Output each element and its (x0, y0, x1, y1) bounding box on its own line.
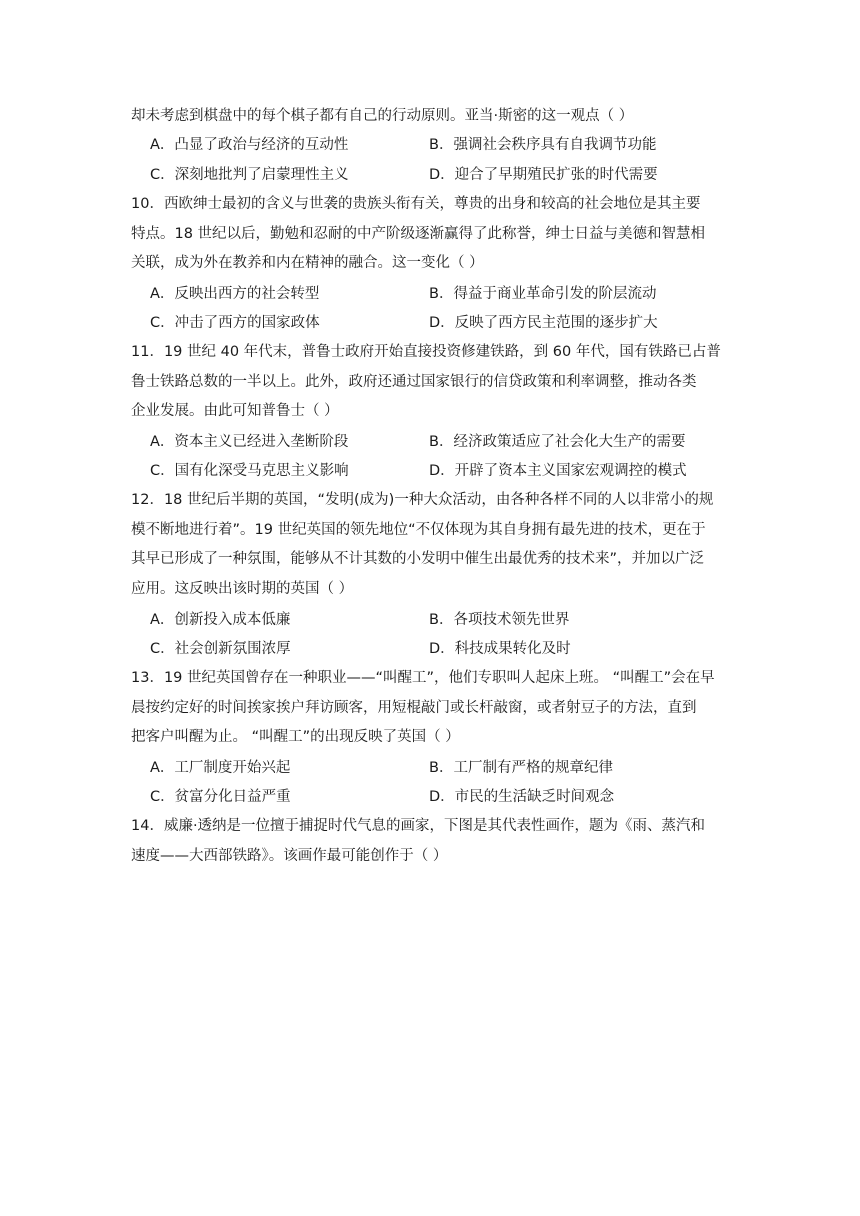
option-c: C．深刻地批判了启蒙理性主义 (150, 167, 349, 183)
option-b: B．得益于商业革命引发的阶层流动 (429, 286, 657, 302)
question-12-line-4: 应用。这反映出该时期的英国（ ） (131, 581, 354, 597)
option-a: A．反映出西方的社会转型 (150, 286, 320, 302)
option-d: D．反映了西方民主范围的逐步扩大 (429, 315, 658, 331)
option-a: A．创新投入成本低廉 (150, 612, 291, 628)
option-b: B．各项技术领先世界 (429, 612, 570, 628)
option-b: B．经济政策适应了社会化大生产的需要 (429, 434, 686, 450)
question-13-line-1: 13．19 世纪英国曾存在一种职业——“叫醒工”，他们专职叫人起床上班。 “叫醒工”会在早 (131, 670, 715, 686)
question-11-line-1: 11．19 世纪 40 年代末，普鲁士政府开始直接投资修建铁路，到 60 年代，国有铁路已占普 (131, 344, 721, 360)
question-14-line-2: 速度——大西部铁路》。该画作最可能创作于（ ） (131, 848, 448, 864)
question-13-line-3: 把客户叫醒为止。 “叫醒工”的出现反映了英国（ ） (131, 729, 460, 745)
option-d: D．科技成果转化及时 (429, 641, 571, 657)
question-10-line-3: 关联，成为外在教养和内在精神的融合。这一变化（ ） (131, 255, 484, 271)
option-c: C．冲击了西方的国家政体 (150, 315, 320, 331)
question-10-line-2: 特点。18 世纪以后，勤勉和忍耐的中产阶级逐渐赢得了此称誉，绅士日益与美德和智慧相 (131, 226, 706, 242)
question-10-line-1: 10．西欧绅士最初的含义与世袭的贵族头衔有关，尊贵的出身和较高的社会地位是其主要 (131, 196, 701, 212)
question-12-line-3: 其早已形成了一种氛围，能够从不计其数的小发明中催生出最优秀的技术来”，并加以广泛 (131, 551, 705, 567)
option-b: B．强调社会秩序具有自我调节功能 (429, 137, 657, 153)
question-12-line-2: 模不断地进行着”。19 世纪英国的领先地位“不仅体现为其自身拥有最先进的技术，更在于 (131, 522, 706, 538)
question-14-line-1: 14．威廉·透纳是一位擅于捕捉时代气息的画家，下图是其代表性画作，题为《雨、蒸汽和 (131, 818, 706, 834)
option-d: D．市民的生活缺乏时间观念 (429, 789, 615, 805)
option-a: A．工厂制度开始兴起 (150, 760, 291, 776)
option-d: D．开辟了资本主义国家宏观调控的模式 (429, 463, 687, 479)
option-c: C．国有化深受马克思主义影响 (150, 463, 349, 479)
option-c: C．社会创新氛围浓厚 (150, 641, 291, 657)
question-13-line-2: 晨按约定好的时间挨家挨户拜访顾客，用短棍敲门或长杆敲窗，或者射豆子的方法，直到 (131, 700, 697, 716)
option-d: D．迎合了早期殖民扩张的时代需要 (429, 167, 658, 183)
question-12-line-1: 12．18 世纪后半期的英国，“发明(成为)一种大众活动，由各种各样不同的人以非常小的规 (131, 492, 714, 508)
question-11-line-3: 企业发展。由此可知普鲁士（ ） (131, 403, 339, 419)
question-11-line-2: 鲁士铁路总数的一半以上。此外，政府还通过国家银行的信贷政策和利率调整，推动各类 (131, 374, 697, 390)
option-c: C．贫富分化日益严重 (150, 789, 291, 805)
option-a: A．资本主义已经进入垄断阶段 (150, 434, 349, 450)
option-a: A．凸显了政治与经济的互动性 (150, 137, 349, 153)
option-b: B．工厂制有严格的规章纪律 (429, 760, 613, 776)
question-stem-line: 却未考虑到棋盘中的每个棋子都有自己的行动原则。亚当·斯密的这一观点（ ） (131, 108, 634, 124)
